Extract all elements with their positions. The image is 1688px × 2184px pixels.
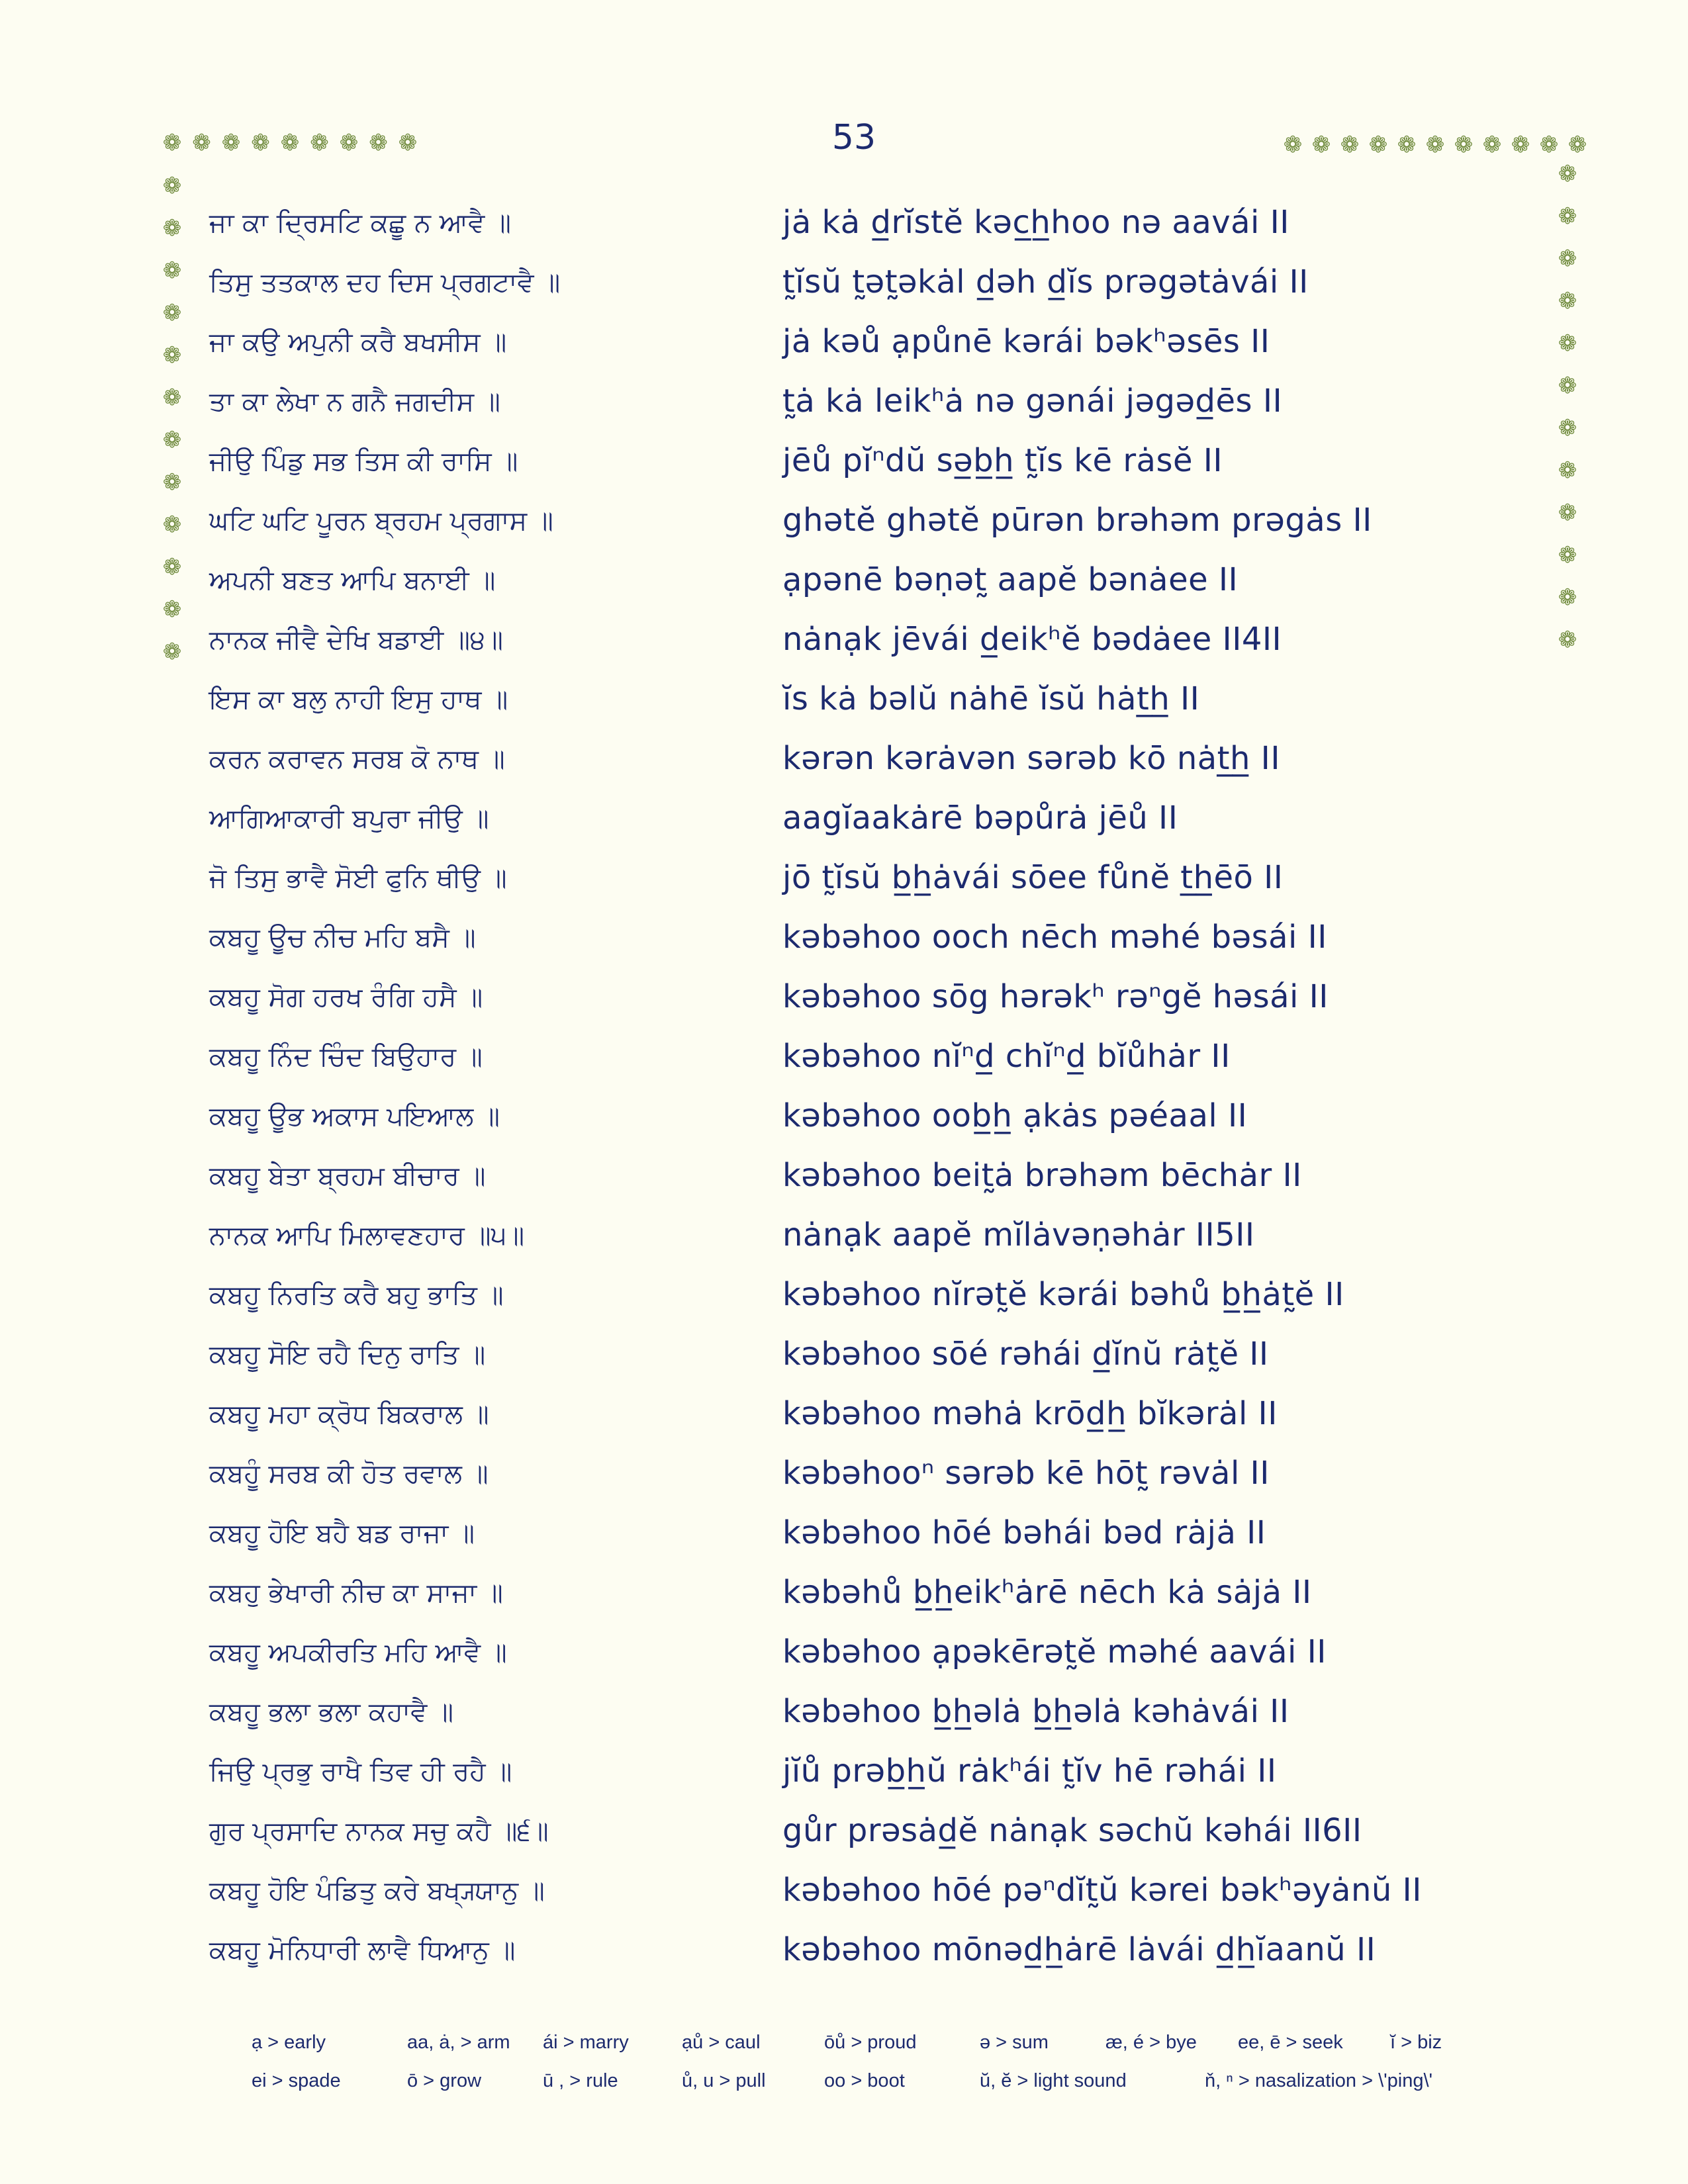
gurmukhi-line: ਕਬਹੂ ਨਿਰਤਿ ਕਰੈ ਬਹੁ ਭਾਤਿ ॥ (209, 1280, 504, 1310)
legend-item: ái > marry (543, 2032, 629, 2053)
verse-row (209, 1749, 1454, 1808)
verse-row (209, 1034, 1454, 1093)
verse-row (209, 1510, 1454, 1570)
verse-row (209, 1391, 1454, 1451)
verse-row (209, 736, 1454, 796)
flower-ornament-icon: ❁ (1558, 373, 1577, 399)
verse-row (209, 1093, 1454, 1153)
gurmukhi-line: ਗੁਰ ਪ੍ਰਸਾਦਿ ਨਾਨਕ ਸਚੁ ਕਹੈ ॥੬॥ (209, 1816, 549, 1846)
transliteration-line: ghətĕ ghətĕ pūrən brəhəm prəgȧs II (782, 502, 1372, 539)
flower-ornament-icon: ❁ (1558, 203, 1577, 230)
verse-row (209, 1332, 1454, 1391)
flower-ornament-icon: ❁ (369, 130, 388, 156)
flower-ornament-icon: ❁ (1558, 584, 1577, 611)
flower-ornament-icon: ❁ (1482, 132, 1502, 158)
gurmukhi-line: ਜੋ ਤਿਸੁ ਭਾਵੈ ਸੋਈ ਫੁਨਿ ਥੀਉ ॥ (209, 863, 507, 893)
verse-row (209, 1451, 1454, 1510)
legend-item: ů, u > pull (682, 2070, 766, 2091)
transliteration-line: jȧ kȧ d̲rĭstĕ kəc̲h̲hoo nə aavái II (782, 204, 1289, 241)
flower-ornament-icon: ❁ (162, 130, 182, 156)
gurmukhi-line: ਕਬਹੂੰ ਸਰਬ ਕੀ ਹੋਤ ਰਵਾਲ ॥ (209, 1459, 489, 1489)
transliteration-line: ạpənē bəṇət̰ aapĕ bənȧee II (782, 561, 1239, 598)
transliteration-line: aagĭaakȧrē bəpůrȧ jēů II (782, 799, 1178, 837)
transliteration-line: kəbəhoo beit̰ȧ brəhəm bēchȧr II (782, 1157, 1302, 1194)
transliteration-line: kəbəhoo nĭⁿd̲ chĭⁿd̲ bĭůhȧr II (782, 1038, 1231, 1075)
legend-row (252, 2070, 1496, 2109)
transliteration-line: kərən kərȧvən sərəb kō nȧt̲h̲ II (782, 740, 1280, 777)
transliteration-line: kəbəhoo mōnəd̲h̲ȧrē lȧvái d̲h̲ĭaanŭ II (782, 1931, 1376, 1968)
transliteration-line: kəbəhoo oob̲h̲ ạkȧs pəéaal II (782, 1097, 1248, 1134)
transliteration-line: jĭů prəb̲h̲ŭ rȧkʰái t̰ĭv hē rəhái II (782, 1752, 1277, 1790)
legend-item: ee, ē > seek (1238, 2032, 1343, 2053)
verse-row (209, 1570, 1454, 1629)
gurmukhi-line: ਤਾ ਕਾ ਲੇਖਾ ਨ ਗਨੈ ਜਗਦੀਸ ॥ (209, 387, 500, 417)
gurmukhi-line: ਕਬਹੂ ਊਚ ਨੀਚ ਮਹਿ ਬਸੈ ॥ (209, 923, 476, 953)
flower-ornament-icon: ❁ (1558, 500, 1577, 526)
legend-item: ạů > caul (682, 2032, 761, 2053)
legend-item: ō > grow (407, 2070, 482, 2091)
gurmukhi-line: ਕਬਹੂ ਮੋਨਿਧਾਰੀ ਲਾਵੈ ਧਿਆਨੁ ॥ (209, 1935, 516, 1966)
flower-ornament-icon: ❁ (162, 257, 182, 284)
gurmukhi-line: ਆਗਿਆਕਾਰੀ ਬਪੁਰਾ ਜੀਉ ॥ (209, 803, 489, 834)
transliteration-line: jō t̰ĭsŭ b̲h̲ȧvái sōee fůnĕ t̲h̲ēō II (782, 859, 1284, 896)
flower-ornament-icon: ❁ (162, 342, 182, 369)
legend-item: ə > sum (980, 2032, 1049, 2053)
gurmukhi-line: ਕਬਹੂ ਭਲਾ ਭਲਾ ਕਹਾਵੈ ॥ (209, 1697, 453, 1727)
transliteration-line: ĭs kȧ bəlŭ nȧhē ĭsŭ hȧt̲h̲ II (782, 680, 1200, 717)
flower-ornament-icon: ❁ (1558, 627, 1577, 653)
flower-ornament-icon: ❁ (162, 300, 182, 326)
flower-ornament-icon: ❁ (1558, 330, 1577, 357)
flower-ornament-icon: ❁ (398, 130, 418, 156)
transliteration-line: gůr prəsȧd̲ĕ nȧnạk səchŭ kəhái II6II (782, 1812, 1362, 1849)
flower-ornament-icon: ❁ (162, 639, 182, 665)
gurmukhi-line: ਜਾ ਕਾ ਦ੍ਰਿਸਟਿ ਕਛੂ ਨ ਆਵੈ ॥ (209, 208, 511, 238)
gurmukhi-line: ਇਸ ਕਾ ਬਲੁ ਨਾਹੀ ਇਸੁ ਹਾਥ ॥ (209, 684, 508, 715)
verse-row (209, 796, 1454, 855)
gurmukhi-line: ਕਬਹੁ ਭੇਖਾਰੀ ਨੀਚ ਕਾ ਸਾਜਾ ॥ (209, 1578, 503, 1608)
legend-item: ei > spade (252, 2070, 341, 2091)
transliteration-line: kəbəhoo ooch nēch məhé bəsái II (782, 919, 1327, 956)
transliteration-line: kəbəhoo b̲h̲əlȧ b̲h̲əlȧ kəhȧvái II (782, 1693, 1289, 1730)
verse-row (209, 1629, 1454, 1689)
transliteration-line: kəbəhoo nĭrət̰ĕ kərái bəhů b̲h̲ȧt̰ĕ II (782, 1276, 1344, 1313)
legend-row (252, 2032, 1496, 2070)
transliteration-line: nȧnạk jēvái d̲eikʰĕ bədȧee II4II (782, 621, 1282, 658)
flower-ornament-icon: ❁ (162, 596, 182, 623)
verse-row (209, 200, 1454, 259)
gurmukhi-line: ਨਾਨਕ ਆਪਿ ਮਿਲਾਵਣਹਾਰ ॥੫॥ (209, 1220, 525, 1251)
transliteration-line: kəbəhoo məhȧ krōd̲h̲ bĭkərȧl II (782, 1395, 1278, 1432)
gurmukhi-line: ਕਬਹੂ ਬੇਤਾ ਬ੍ਰਹਮ ਬੀਚਾਰ ॥ (209, 1161, 486, 1191)
verse-row (209, 974, 1454, 1034)
flower-ornament-icon: ❁ (1425, 132, 1445, 158)
transliteration-line: t̰ȧ kȧ leikʰȧ nə gənái jəgəd̲ēs II (782, 383, 1283, 420)
transliteration-line: kəbəhoo hōé pəⁿdĭt̰ŭ kərei bəkʰəyȧnŭ II (782, 1872, 1422, 1909)
verse-row (209, 1153, 1454, 1212)
gurmukhi-line: ਕਬਹੂ ਸੋਇ ਰਹੈ ਦਿਨੁ ਰਾਤਿ ॥ (209, 1340, 486, 1370)
flower-ornament-icon: ❁ (1558, 542, 1577, 569)
transliteration-line: kəbəhoo sōg hərəkʰ rəⁿgĕ həsái II (782, 978, 1329, 1015)
flower-ornament-icon: ❁ (1568, 132, 1587, 158)
gurmukhi-line: ਨਾਨਕ ਜੀਵੈ ਦੇਖਿ ਬਡਾਈ ॥੪॥ (209, 625, 503, 655)
transliteration-line: jēů pĭⁿdŭ sə̲b̲h̲ t̰ĭs kē rȧsĕ II (782, 442, 1223, 479)
flower-ornament-icon: ❁ (1558, 161, 1577, 187)
gurmukhi-line: ਕਬਹੂ ਹੋਇ ਬਹੈ ਬਡ ਰਾਜਾ ॥ (209, 1518, 475, 1549)
flower-ornament-icon: ❁ (310, 130, 329, 156)
page-number: 53 (831, 118, 876, 158)
gurmukhi-line: ਕਬਹੂ ਮਹਾ ਕ੍ਰੋਧ ਬਿਕਰਾਲ ॥ (209, 1399, 489, 1430)
transliteration-line: kəbəhooⁿ sərəb kē hōt̰ rəvȧl II (782, 1455, 1270, 1492)
gurmukhi-line: ਘਟਿ ਘਟਿ ਪੂਰਨ ਬ੍ਰਹਮ ਪ੍ਰਗਾਸ ॥ (209, 506, 553, 536)
verse-row (209, 438, 1454, 498)
legend-item: aa, ȧ, > arm (407, 2032, 510, 2053)
legend-item: ŭ, ĕ > light sound (980, 2070, 1127, 2091)
gurmukhi-line: ਜਾ ਕਉ ਅਪੁਨੀ ਕਰੈ ਬਖਸੀਸ ॥ (209, 327, 507, 357)
flower-ornament-icon: ❁ (280, 130, 300, 156)
gurmukhi-line: ਕਬਹੂ ਹੋਇ ਪੰਡਿਤੁ ਕਰੇ ਬਖ੍ਯ੍ਯਾਨੁ ॥ (209, 1876, 545, 1906)
flower-ornament-icon: ❁ (162, 427, 182, 453)
verse-row (209, 676, 1454, 736)
legend-item: ň, ⁿ > nasalization > \'ping\' (1205, 2070, 1433, 2091)
transliteration-line: t̰ĭsŭ t̰ət̰əkȧl d̲əh d̲ĭs prəgətȧvái II (782, 263, 1309, 300)
legend-item: ĭ > biz (1390, 2032, 1442, 2053)
flower-ornament-icon: ❁ (1539, 132, 1559, 158)
legend-item: ōů > proud (824, 2032, 917, 2053)
flower-ornament-icon: ❁ (339, 130, 359, 156)
gurmukhi-line: ਕਰਨ ਕਰਾਵਨ ਸਰਬ ਕੋ ਨਾਥ ॥ (209, 744, 505, 774)
pronunciation-legend (252, 2032, 1496, 2109)
flower-ornament-icon: ❁ (1558, 457, 1577, 484)
verse-row (209, 557, 1454, 617)
flower-ornament-icon: ❁ (162, 173, 182, 199)
flower-ornament-icon: ❁ (162, 215, 182, 242)
verse-row (209, 1868, 1454, 1927)
flower-ornament-icon: ❁ (1340, 132, 1360, 158)
flower-ornament-icon: ❁ (1311, 132, 1331, 158)
transliteration-line: kəbəhoo hōé bəhái bəd rȧjȧ II (782, 1514, 1266, 1551)
flower-ornament-icon: ❁ (1397, 132, 1417, 158)
verse-row (209, 379, 1454, 438)
flower-ornament-icon: ❁ (221, 130, 241, 156)
flower-ornament-icon: ❁ (162, 554, 182, 580)
gurmukhi-line: ਕਬਹੂ ਸੋਗ ਹਰਖ ਰੰਗਿ ਹਸੈ ॥ (209, 982, 483, 1013)
verse-row (209, 319, 1454, 379)
flower-ornament-icon: ❁ (162, 469, 182, 496)
transliteration-line: kəbəhoo ạpəkērət̰ĕ məhé aavái II (782, 1633, 1327, 1670)
flower-ornament-icon: ❁ (1558, 415, 1577, 441)
transliteration-line: jȧ kəů ạpůnē kərái bəkʰəsēs II (782, 323, 1270, 360)
legend-item: æ, é > bye (1105, 2032, 1197, 2053)
verse-row (209, 1212, 1454, 1272)
verse-row (209, 915, 1454, 974)
gurmukhi-line: ਕਬਹੂ ਨਿੰਦ ਚਿੰਦ ਬਿਉਹਾਰ ॥ (209, 1042, 483, 1072)
gurmukhi-line: ਜਿਉ ਪ੍ਰਭੁ ਰਾਖੈ ਤਿਵ ਹੀ ਰਹੈ ॥ (209, 1756, 512, 1787)
verse-row (209, 617, 1454, 676)
verse-list (209, 200, 1454, 1987)
transliteration-line: kəbəhů b̲h̲eikʰȧrē nēch kȧ sȧjȧ II (782, 1574, 1312, 1611)
flower-ornament-icon: ❁ (1511, 132, 1530, 158)
verse-row (209, 1808, 1454, 1868)
flower-ornament-icon: ❁ (1368, 132, 1388, 158)
verse-row (209, 259, 1454, 319)
gurmukhi-line: ਜੀਉ ਪਿੰਡੁ ਸਭ ਤਿਸ ਕੀ ਰਾਸਿ ॥ (209, 446, 518, 477)
flower-ornament-icon: ❁ (251, 130, 270, 156)
verse-row (209, 1689, 1454, 1749)
transliteration-line: nȧnạk aapĕ mĭlȧvəṇəhȧr II5II (782, 1216, 1255, 1253)
legend-item: ū , > rule (543, 2070, 618, 2091)
flower-ornament-icon: ❁ (162, 512, 182, 538)
verse-row (209, 855, 1454, 915)
legend-item: ạ > early (252, 2032, 326, 2053)
gurmukhi-line: ਕਬਹੂ ਊਭ ਅਕਾਸ ਪਇਆਲ ॥ (209, 1101, 500, 1132)
verse-row (209, 1927, 1454, 1987)
gurmukhi-line: ਕਬਹੂ ਅਪਕੀਰਤਿ ਮਹਿ ਆਵੈ ॥ (209, 1637, 507, 1668)
verse-row (209, 1272, 1454, 1332)
flower-ornament-icon: ❁ (1558, 246, 1577, 272)
legend-item: oo > boot (824, 2070, 905, 2091)
flower-ornament-icon: ❁ (1283, 132, 1303, 158)
flower-ornament-icon: ❁ (1454, 132, 1474, 158)
flower-ornament-icon: ❁ (162, 385, 182, 411)
verse-row (209, 498, 1454, 557)
flower-ornament-icon: ❁ (1558, 288, 1577, 314)
gurmukhi-line: ਅਪਨੀ ਬਣਤ ਆਪਿ ਬਨਾਈ ॥ (209, 565, 496, 596)
transliteration-line: kəbəhoo sōé rəhái d̲ĭnŭ rȧt̰ĕ II (782, 1336, 1269, 1373)
gurmukhi-line: ਤਿਸੁ ਤਤਕਾਲ ਦਹ ਦਿਸ ਪ੍ਰਗਟਾਵੈ ॥ (209, 267, 561, 298)
flower-ornament-icon: ❁ (192, 130, 211, 156)
